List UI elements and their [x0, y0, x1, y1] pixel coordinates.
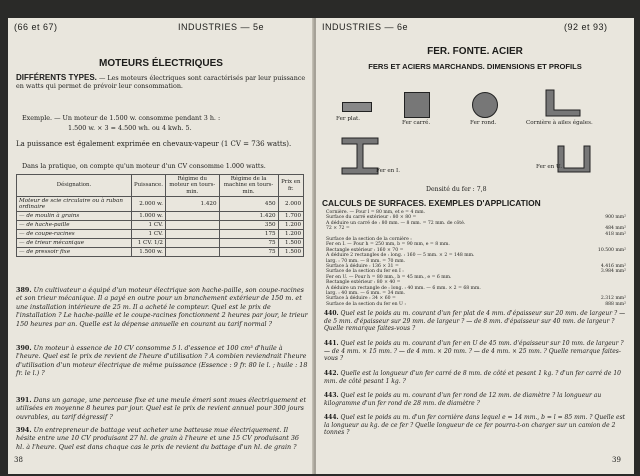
problem-text: Un moteur à essence de 10 CV consomme 5 l. d'essence et 100 cm³ d'huile à l'heure. Quel est le prix de revient de l'heure d'utilisation ? A combien reviendrait l'heure d'utilisation d'un moteur électrique de même puissance (Essence : 9 fr. 80 le l. ; huile : 18 fr. le l.) ?: [16, 344, 308, 378]
intro-text: — Les moteurs électriques sont caractérisés par leur puissance en watts qui permet de prévoir leur consommation.: [16, 74, 306, 91]
problem-text: Quel est le poids au m. courant d'un fer rond de 12 mm. de diamètre ? la longueur au kilogramme d'un fer rond de 28 mm. de diamètre ?: [324, 392, 602, 407]
page-number-right: 39: [612, 456, 621, 464]
calc-text: Surface du carré extérieur : 80 × 80 =: [326, 215, 417, 221]
problem-item: [16, 426, 308, 451]
calc-text: A déduire 2 rectangles de : long. : 160 — 5 mm. × 2 = 148 mm.: [326, 253, 475, 259]
profile-label: Fer plat.: [336, 116, 361, 122]
table-cell: — de pressoir fixe: [17, 248, 132, 257]
table-header-cell: Prix en fr.: [278, 175, 303, 197]
cv-text: La puissance est également exprimée en chevaux-vapeur (1 CV = 736 watts).: [16, 140, 292, 148]
table-cell: Moteur de scie circulaire ou à ruban ordinaire: [17, 197, 132, 212]
profile-label: Fer carré.: [402, 120, 431, 126]
table-header-cell: Régime de la machine en tours-min.: [219, 175, 278, 197]
profile-label: Fer en U.: [536, 164, 563, 170]
calc-value: 418 mm²: [605, 231, 626, 237]
problem-item: [324, 392, 628, 407]
section-title-left: DIFFÉRENTS TYPES.: [16, 73, 97, 82]
calc-text: Fer en I. — Pour h = 250 mm, b = 90 mm, e = 8 mm.: [326, 242, 450, 248]
practice-text: Dans la pratique, on compte qu'un moteur d'un CV consomme 1.000 watts.: [22, 162, 266, 170]
calc-value: 4.416 mm²: [600, 264, 626, 269]
page-number-left: 38: [14, 456, 23, 464]
calc-value: 900 mm²: [605, 215, 626, 221]
table-row: [17, 221, 304, 230]
problem-item: [324, 370, 628, 385]
subtitle-right: FERS ET ACIERS MARCHANDS. DIMENSIONS ET PROFILS: [368, 62, 582, 71]
problem-item: [324, 340, 628, 363]
example-text: Exemple. — Un moteur de 1.500 w. consomme pendant 3 h. :: [22, 114, 221, 122]
problem-item: [324, 414, 628, 437]
calc-text: Surface de la section de la cornière :: [326, 237, 412, 242]
problem-text: Un cultivateur a équipé d'un moteur électrique son hache-paille, son coupe-racines et son trieur mécanique. Il a payé en outre pour un branchement extérieur de 150 m. et une installation intérieure de 25 m. Il a acheté le compteur. Quel est le prix de l'installation ? Le hache-paille et le coupe-racines fonctionnent 2 heures par jour, le trieur 150 heures par an. Quelle est la dépense annuelle en courant au tarif normal ?: [16, 286, 308, 328]
table-header-cell: Puissance.: [132, 175, 166, 197]
table-cell: [165, 230, 219, 239]
problem-text: Dans un garage, une perceuse fixe et une meule émeri sont mues électriquement et utilisées en moyenne 8 heures par jour. Quel est le prix de revient annuel pour 300 jours ouvrables, au tarif dégressif ?: [16, 396, 307, 421]
calc-text: 72 × 72 =: [326, 226, 350, 232]
problem-number: 442.: [324, 370, 339, 377]
section-title-right: CALCULS DE SURFACES. EXEMPLES D'APPLICATION: [322, 198, 541, 208]
problem-number: 391.: [16, 396, 32, 404]
table-cell: 175: [219, 230, 278, 239]
flat-bar-shape: [342, 102, 372, 112]
table-cell: [165, 248, 219, 257]
problem-number: 441.: [324, 340, 339, 347]
profile-label: Cornière à ailes égales.: [526, 120, 593, 126]
table-header-cell: Désignation.: [17, 175, 132, 197]
table-cell: 1.500 w.: [132, 248, 166, 257]
table-cell: [165, 239, 219, 248]
calc-value: 2.312 mm²: [600, 296, 626, 302]
calc-value: 3.984 mm²: [600, 269, 626, 275]
table-cell: 1.200: [278, 221, 303, 230]
calc-text: larg. : 40 mm. — 6 mm. = 34 mm.: [326, 291, 406, 296]
problem-number: 440.: [324, 310, 339, 317]
problem-number: 443.: [324, 392, 339, 399]
left-page: [8, 18, 315, 474]
table-cell: 450: [219, 197, 278, 212]
page-title-right: FER. FONTE. ACIER: [427, 46, 523, 57]
table-cell: — de trieur mécanique: [17, 239, 132, 248]
table-cell: [165, 221, 219, 230]
table-row: [17, 239, 304, 248]
example-calc: 1.500 w. × 3 = 4.500 wh. ou 4 kwh. 5.: [68, 124, 192, 132]
table-cell: 1 CV. 1/2: [132, 239, 166, 248]
table-row: [17, 212, 304, 221]
profile-label: Fer en I.: [376, 168, 401, 174]
table-cell: 75: [219, 248, 278, 257]
calc-text: Fer en U. — Pour h = 80 mm., b = 45 mm., e = 6 mm.: [326, 274, 452, 280]
problem-text: Quel est le poids au m. courant d'un fer plat de 4 mm. d'épaisseur sur 20 mm. de largeur ? — de 5 mm. d'épaisseur sur 29 mm. de largeur ? — de 8 mm. d'épaisseur sur 40 mm. de largeur ? Quelle remarque faites-vous ?: [324, 310, 626, 333]
problem-number: 444.: [324, 414, 339, 421]
calc-text: Surface de la section du fer en U :: [326, 301, 406, 307]
problem-text: Un entrepreneur de battage veut acheter une batteuse mue électriquement. Il hésite entre une 10 CV produisant 27 hl. de grain à l'heure et une 15 CV produisant 36 hl. à l'heure. Quel est dans chaque cas le prix de revient du battage d'un hl. de grain ?: [16, 426, 299, 451]
problem-item: [16, 396, 308, 421]
table-cell: 1.700: [278, 212, 303, 221]
problem-text: Quel est le poids au m. d'un fer cornière dans lequel e = 14 mm., b = l = 85 mm. ? Quelle est la longueur au kg. de ce fer ? Quelle longueur de ce fer pourra-t-on charger sur un camion de 2 tonnes ?: [324, 414, 626, 437]
calc-text: Cornière. — Pour l = 80 mm, et e = 4 mm.: [326, 210, 426, 215]
table-row: [17, 230, 304, 239]
i-beam-shape: [340, 136, 380, 176]
table-cell: 1.420: [219, 212, 278, 221]
table-cell: 2.000 w.: [132, 197, 166, 212]
header-title-right: INDUSTRIES — 6e: [322, 22, 409, 32]
problem-number: 389.: [16, 286, 32, 294]
table-cell: 1 CV.: [132, 221, 166, 230]
right-page: [316, 18, 634, 474]
problem-number: 394.: [16, 426, 32, 434]
table-cell: — de coupe-racines: [17, 230, 132, 239]
square-bar-shape: [404, 92, 430, 118]
table-cell: 2.000: [278, 197, 303, 212]
calc-text: Rectangle extérieur : 160 × 70 =: [326, 247, 404, 253]
calc-value: 484 mm²: [605, 226, 626, 232]
table-cell: [165, 212, 219, 221]
profile-label: Fer rond.: [470, 120, 497, 126]
calc-text: A déduire un carré de : 80 mm. — 8 mm. = 72 mm. de côté.: [326, 220, 466, 226]
problem-item: [16, 344, 308, 378]
calc-text: larg. : 70 mm. — 8 mm. = 70 mm.: [326, 258, 406, 264]
table-cell: 1.200: [278, 230, 303, 239]
calc-value: 10.500 mm²: [597, 247, 626, 253]
density-text: Densité du fer : 7,8: [426, 186, 487, 193]
table-cell: 1 CV.: [132, 230, 166, 239]
table-row: [17, 197, 304, 212]
problem-text: Quelle est la longueur d'un fer carré de 8 mm. de côté et pesant 1 kg. ? d'un fer carré de 10 mm. de côté pesant 1 kg. ?: [324, 370, 621, 385]
table-cell: — de hache-paille: [17, 221, 132, 230]
table-cell: 1.000 w.: [132, 212, 166, 221]
table-row: [17, 248, 304, 257]
header-ref-left: (66 et 67): [14, 22, 58, 32]
table-cell: 1.500: [278, 239, 303, 248]
table-header-cell: Régime du moteur en tours-min.: [165, 175, 219, 197]
calc-text: Rectangle extérieur : 80 × 40 =: [326, 280, 401, 286]
calc-text: Surface à déduire : 34 × 60 =: [326, 296, 396, 302]
problem-item: [16, 286, 308, 328]
angle-bar-shape: [544, 88, 584, 118]
table-cell: 1.500: [278, 248, 303, 257]
calc-value: 888 mm²: [605, 301, 626, 307]
problem-text: Quel est le poids au m. courant d'un fer en U de 45 mm. d'épaisseur sur 10 mm. de largeur ? — de 4 mm. × 15 mm. ? — de 4 mm. × 20 mm. ? — de 4 mm. × 25 mm. ? Quelle remarque faites-vous ?: [324, 340, 624, 363]
calc-text: Surface à déduire : 136 × 31 =: [326, 264, 399, 269]
motor-table: [16, 174, 304, 257]
problem-item: [324, 310, 628, 333]
problem-number: 390.: [16, 344, 32, 352]
header-title-left: INDUSTRIES — 5e: [178, 22, 265, 32]
table-cell: 1.420: [165, 197, 219, 212]
header-ref-right: (92 et 93): [564, 22, 608, 32]
table-cell: — de moulin à grains: [17, 212, 132, 221]
round-bar-shape: [472, 92, 498, 118]
table-cell: 75: [219, 239, 278, 248]
table-cell: 350: [219, 221, 278, 230]
calc-text: Surface de la section du fer en I :: [326, 269, 404, 275]
page-title-left: MOTEURS ÉLECTRIQUES: [99, 58, 223, 69]
calc-text: A déduire un rectangle de : long. : 40 mm. — 6 mm. × 2 = 68 mm.: [326, 285, 481, 291]
